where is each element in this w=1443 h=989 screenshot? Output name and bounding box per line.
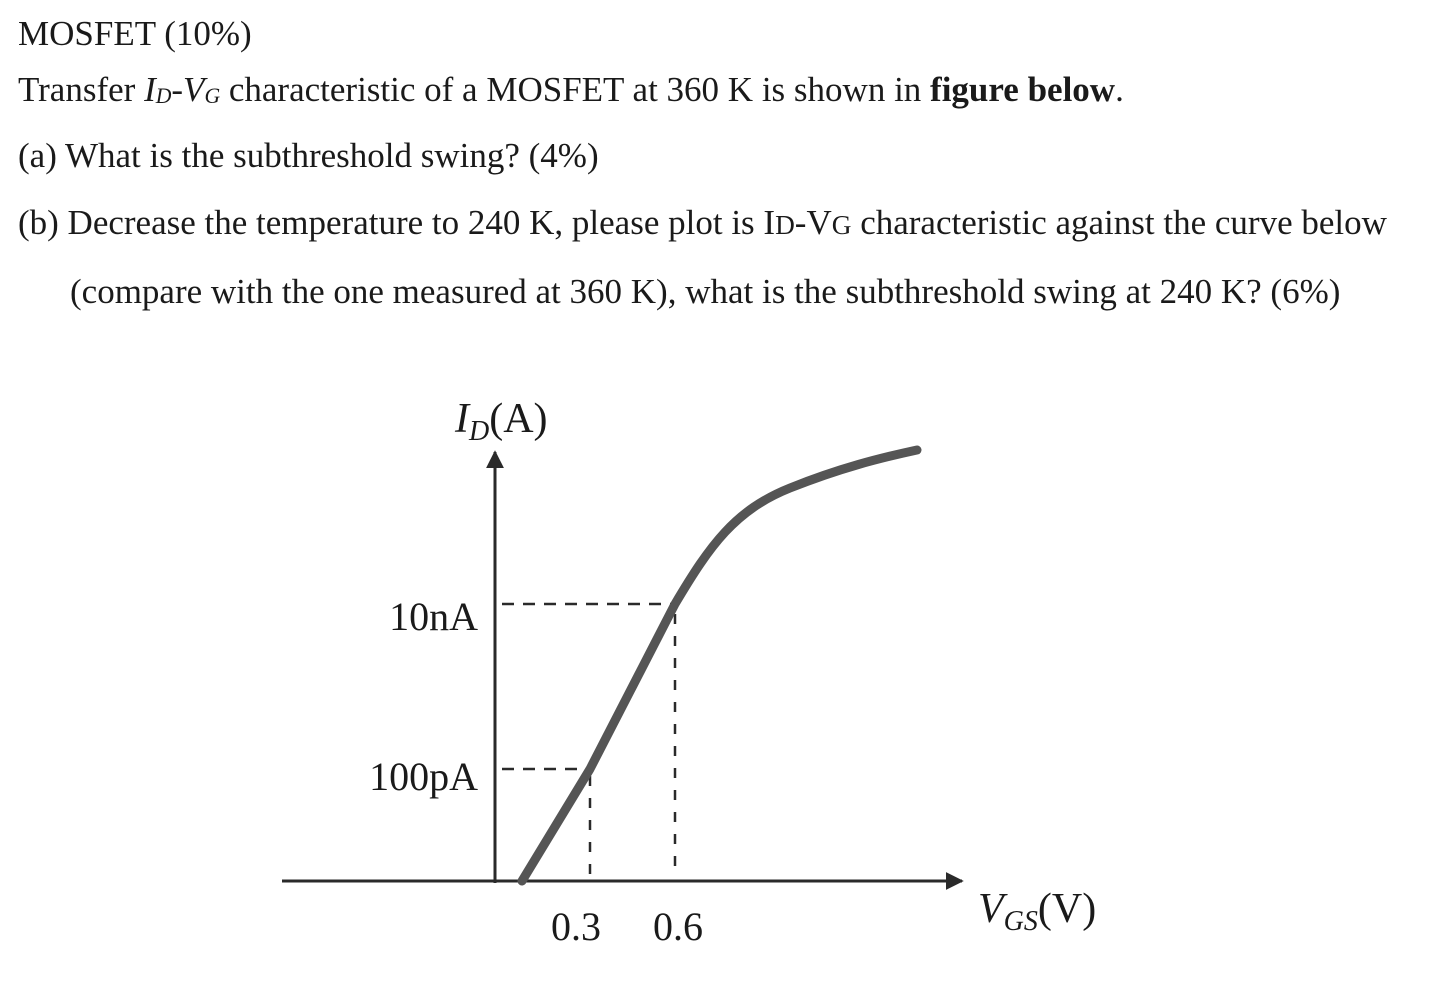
intro-text-2: characteristic of a MOSFET at 360 K is shown in xyxy=(220,70,931,109)
x-tick-label-0-6: 0.6 xyxy=(653,904,703,949)
y-axis-label: ID(A) xyxy=(455,396,548,447)
id-vg-figure xyxy=(0,360,1443,980)
part-b-line-1 xyxy=(18,203,1387,245)
part-b-line-2: (compare with the one measured at 360 K), what is the subthreshold swing at 240 K? (6%) xyxy=(70,272,1341,311)
id-vg-curve xyxy=(522,450,917,881)
part-b-subscript-g: G xyxy=(831,210,852,240)
question-intro xyxy=(18,70,1124,114)
intro-period: . xyxy=(1115,70,1124,109)
y-tick-label-100pa: 100pA xyxy=(369,754,478,799)
intro-symbol-i: I xyxy=(144,70,156,109)
part-b-text-1: (b) Decrease the temperature to 240 K, please plot is I xyxy=(18,203,776,242)
x-axis-label: VGS(V) xyxy=(978,886,1097,937)
y-tick-label-10na: 10nA xyxy=(389,594,478,639)
intro-subscript-d: D xyxy=(155,84,172,109)
part-b-text-3: characteristic against the curve below xyxy=(851,203,1387,242)
x-tick-label-0-3: 0.3 xyxy=(551,904,601,949)
question-title: MOSFET (10%) xyxy=(18,14,252,53)
intro-dash: - xyxy=(171,70,184,109)
intro-figure-ref: figure below xyxy=(930,70,1116,109)
intro-subscript-g: G xyxy=(204,84,221,109)
part-a: (a) What is the subthreshold swing? (4%) xyxy=(18,136,599,175)
part-b-subscript-d: D xyxy=(775,210,795,240)
part-b-text-2: -V xyxy=(794,203,832,242)
intro-text-1: Transfer xyxy=(18,70,145,109)
intro-symbol-v: V xyxy=(183,70,205,109)
